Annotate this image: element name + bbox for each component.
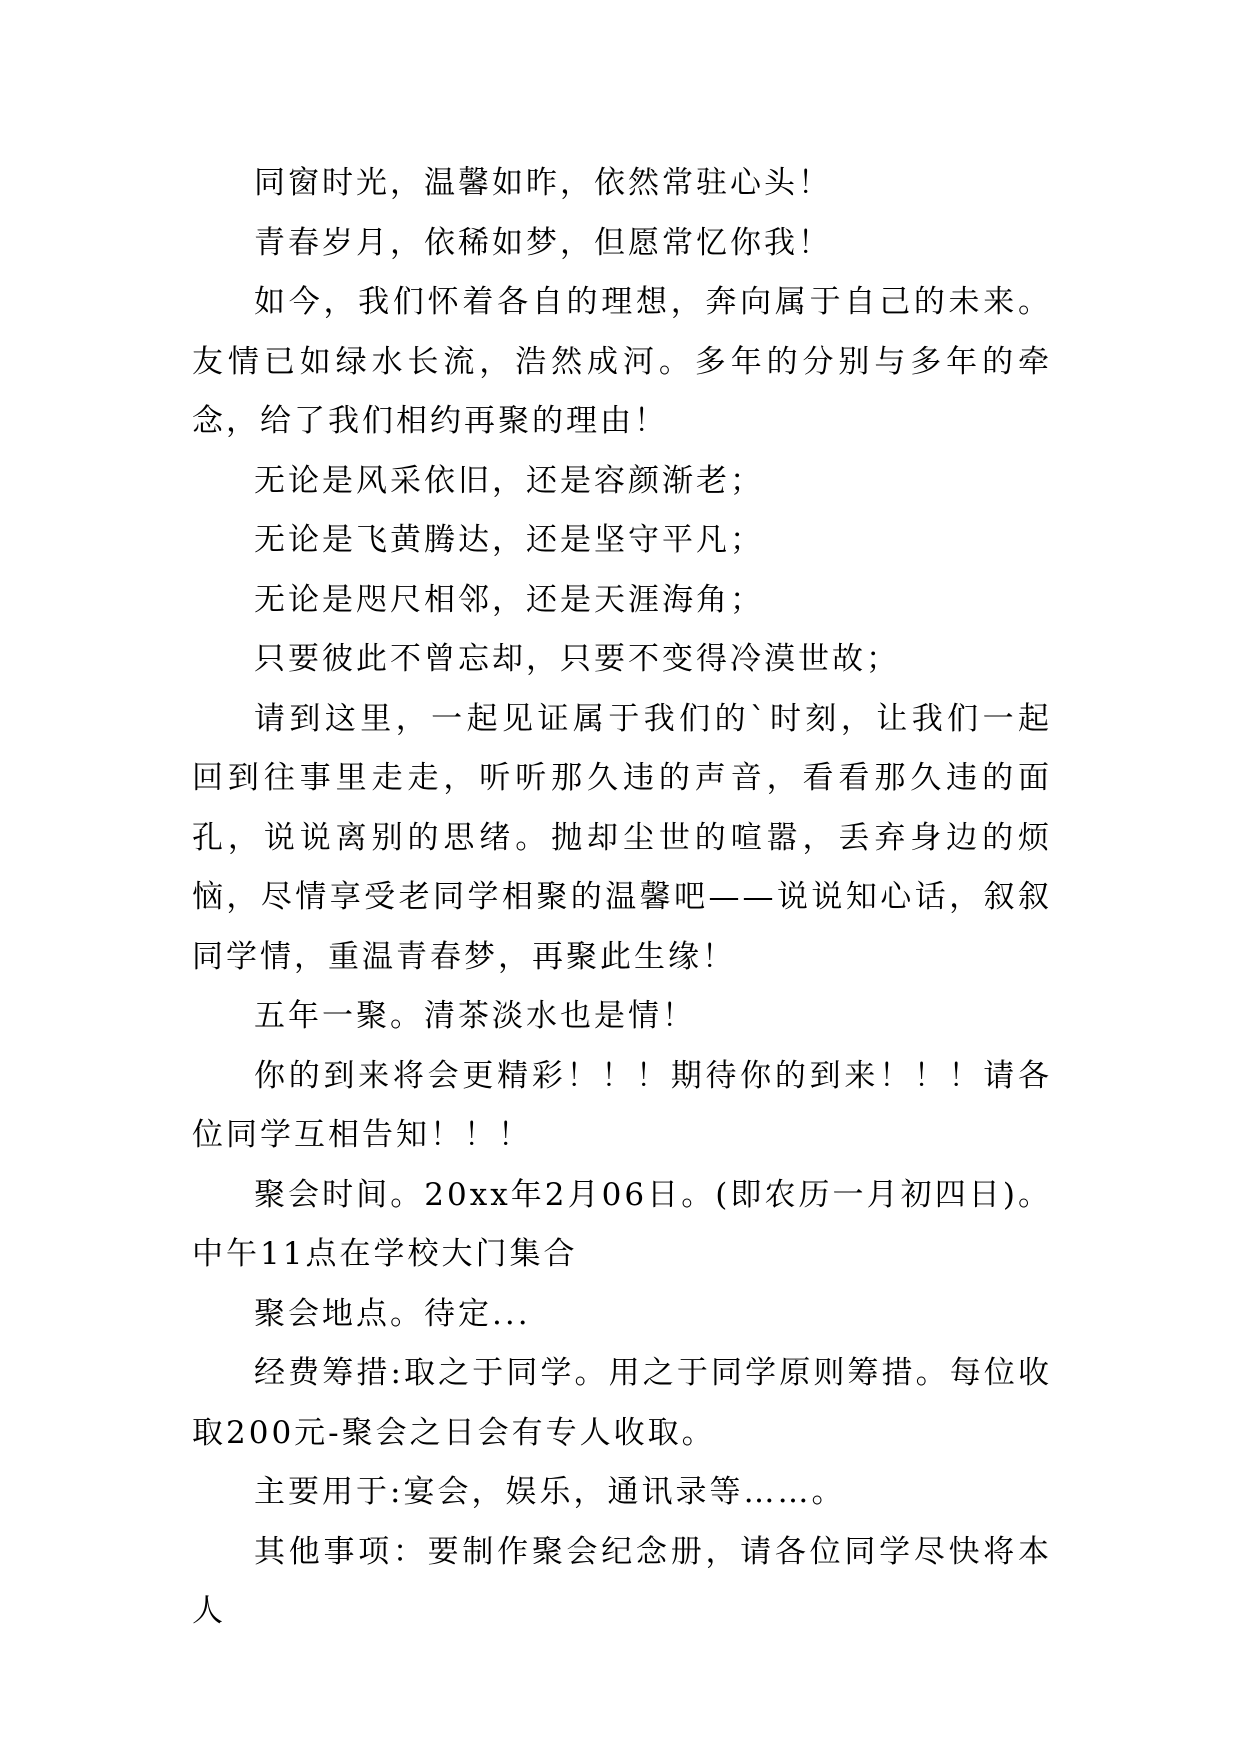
paragraph: 青春岁月，依稀如梦，但愿常忆你我！ (254, 224, 832, 261)
paragraph: 只要彼此不曾忘却，只要不变得冷漠世故； (254, 641, 900, 677)
paragraph: 聚会地点。待定... (254, 1295, 531, 1332)
paragraph: 无论是飞黄腾达，还是坚守平凡； (254, 522, 764, 558)
paragraph: 请到这里，一起见证属于我们的`时刻，让我们一起回到往事里走走，听听那久违的声音，看看那久违的面孔，说说离别的思绪。抛却尘世的喧嚣，丢弃身边的烦恼，尽情享受老同学相聚的温馨吧——说说知心话，叙叙同学情，重温青春梦，再聚此生缘！ (192, 700, 1052, 975)
paragraph: 无论是风采依旧，还是容颜渐老； (254, 462, 764, 499)
paragraph: 其他事项：要制作聚会纪念册，请各位同学尽快将本人 (192, 1533, 1052, 1629)
paragraph: 经费筹措:取之于同学。用之于同学原则筹措。每位收取200元-聚会之日会有专人收取。 (192, 1355, 1052, 1451)
paragraph: 聚会时间。20xx年2月06日。(即农历一月初四日)。中午11点在学校大门集合 (192, 1176, 1052, 1272)
paragraph: 五年一聚。清茶淡水也是情！ (254, 998, 696, 1034)
paragraph: 无论是咫尺相邻，还是天涯海角； (254, 581, 764, 618)
paragraph: 如今，我们怀着各自的理想，奔向属于自己的未来。友情已如绿水长流，浩然成河。多年的分别与多年的牵念，给了我们相约再聚的理由！ (192, 284, 1052, 439)
paragraph: 同窗时光，温馨如昨，依然常驻心头！ (254, 165, 832, 201)
document-body (192, 154, 1052, 1642)
paragraph: 主要用于:宴会，娱乐，通讯录等……。 (254, 1474, 846, 1510)
paragraph: 你的到来将会更精彩！！！期待你的到来！！！请各位同学互相告知！！！ (192, 1057, 1052, 1153)
